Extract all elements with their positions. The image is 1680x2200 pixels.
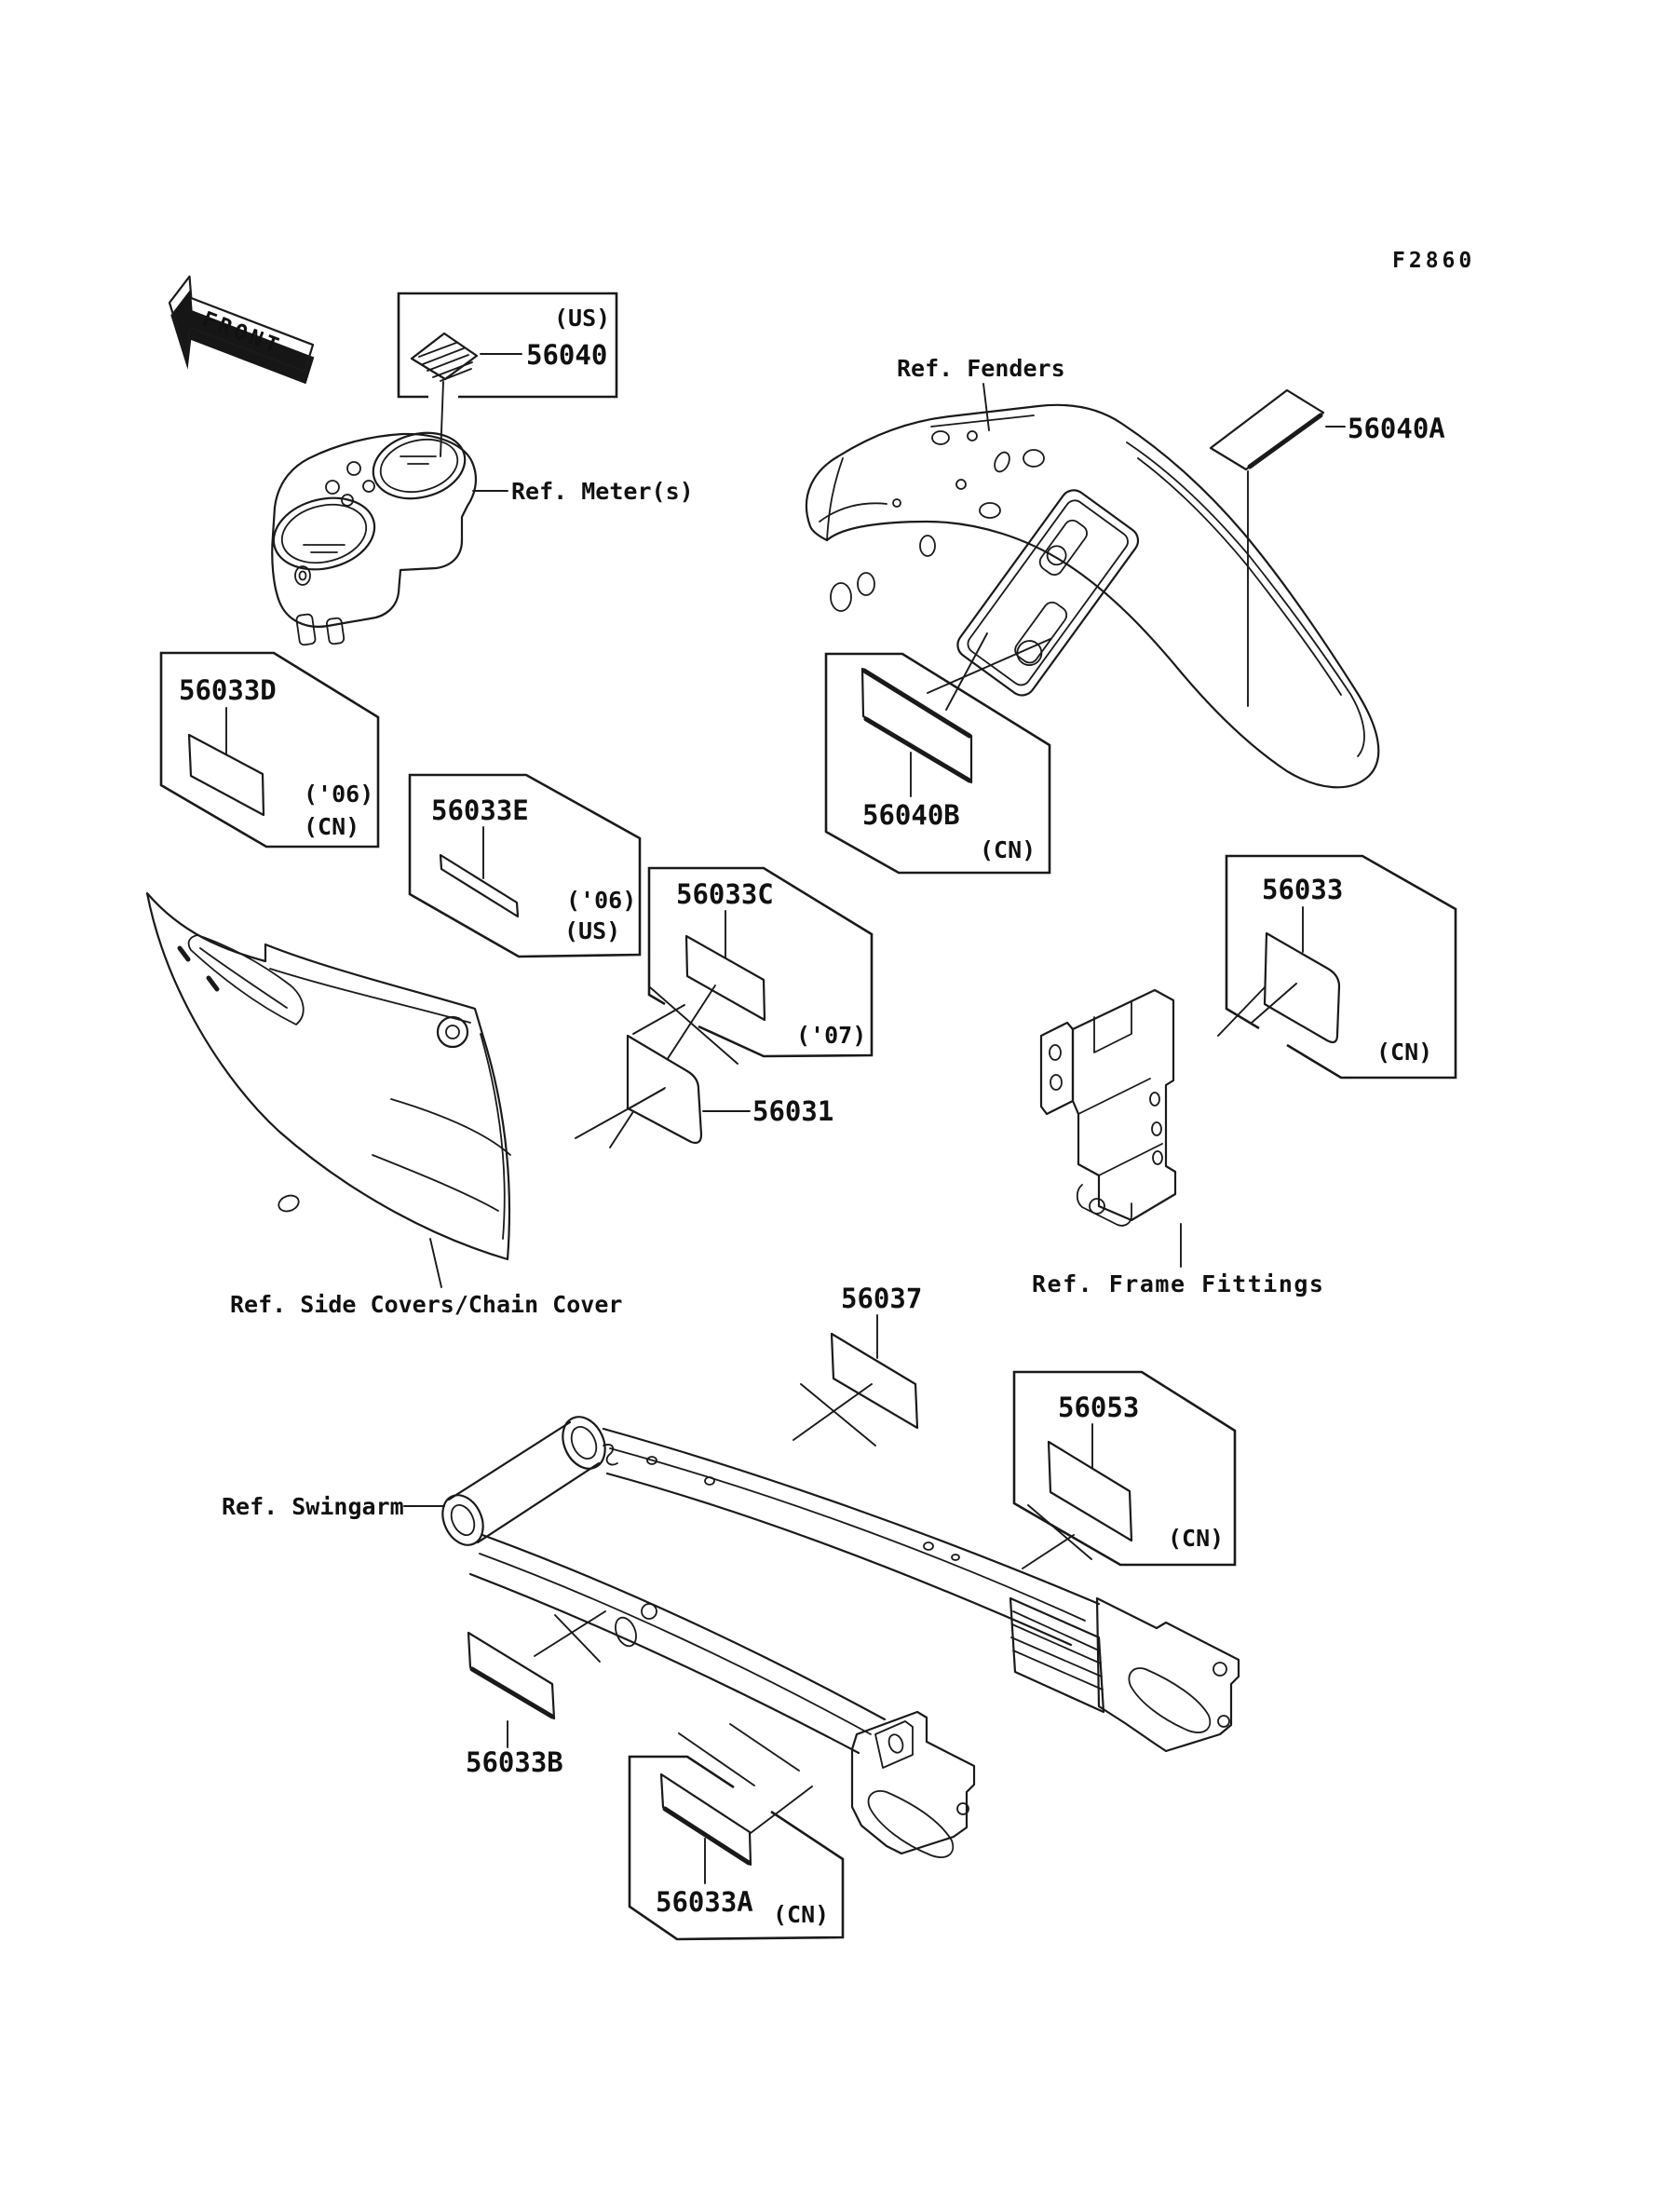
swingarm-pivot-eye-near-hole bbox=[447, 1501, 479, 1539]
bracket-hole-2 bbox=[1152, 1122, 1161, 1135]
label-sticker-56033A bbox=[661, 1774, 751, 1865]
part-number-56033: 56033 bbox=[1262, 874, 1344, 905]
fender-hole-5 bbox=[956, 480, 966, 489]
qualifier-56040-market: (US) bbox=[554, 305, 611, 332]
qualifier-56033-market: (CN) bbox=[1376, 1039, 1433, 1066]
callout-56053 bbox=[1014, 1372, 1235, 1569]
qualifier-56033E-year: ('06) bbox=[566, 887, 637, 914]
meter-side-bolt-hole bbox=[300, 572, 306, 580]
meter-mount-tab-2 bbox=[326, 618, 345, 645]
fender-hole-7 bbox=[920, 536, 935, 556]
front-arrow-shadow bbox=[155, 286, 323, 412]
meter-button-2 bbox=[347, 462, 360, 475]
label-sticker-56037 bbox=[832, 1334, 917, 1428]
swingarm-near-arm-bottom bbox=[470, 1574, 859, 1753]
swingarm-far-arm-top bbox=[603, 1429, 1099, 1604]
swingarm-near-end-tab bbox=[875, 1721, 913, 1768]
part-number-56033C: 56033C bbox=[676, 878, 774, 910]
swingarm-pivot-tube bbox=[449, 1422, 599, 1542]
ref-swingarm-label: Ref. Swingarm bbox=[222, 1493, 404, 1520]
fender-recess-slot-1 bbox=[1036, 517, 1090, 577]
fender-hole-9 bbox=[858, 573, 874, 595]
callout-56040B bbox=[826, 633, 1050, 873]
fender-rolled-edge-1 bbox=[1127, 442, 1364, 756]
part-number-56037: 56037 bbox=[841, 1283, 923, 1314]
bracket-flange-hole-1 bbox=[1050, 1045, 1061, 1060]
qualifier-56033D-year: ('06) bbox=[304, 781, 374, 808]
ref-frame-fittings-label: Ref. Frame Fittings bbox=[1032, 1270, 1325, 1297]
part-number-56040: 56040 bbox=[526, 339, 608, 371]
qualifier-56033C-year: ('07) bbox=[796, 1022, 867, 1049]
bracket-left-flange bbox=[1041, 1023, 1073, 1114]
qualifier-56033D-market: (CN) bbox=[304, 813, 360, 840]
part-number-56033E: 56033E bbox=[431, 794, 529, 826]
swingarm-tab-hole bbox=[642, 1604, 657, 1619]
swingarm-pivot-eye-far bbox=[555, 1410, 614, 1475]
fender-rolled-edge-2 bbox=[1138, 458, 1341, 695]
ref-side-covers-label: Ref. Side Covers/Chain Cover bbox=[230, 1291, 623, 1318]
reference-labels bbox=[222, 355, 1324, 1520]
part-number-56033B: 56033B bbox=[466, 1746, 563, 1778]
fender-hole-1 bbox=[932, 431, 949, 444]
fender-hole-3 bbox=[992, 450, 1012, 474]
callout-56033E bbox=[410, 775, 640, 957]
callout-56040 bbox=[399, 293, 616, 456]
callout-56033B bbox=[466, 1611, 605, 1778]
fender-recess bbox=[953, 485, 1144, 700]
part-number-56031: 56031 bbox=[752, 1095, 834, 1127]
qualifier-56033E-market: (US) bbox=[564, 917, 621, 944]
qualifier-56040B-market: (CN) bbox=[980, 836, 1036, 863]
part-number-56033D: 56033D bbox=[179, 674, 277, 706]
leader-lines-56033B-part bbox=[535, 1611, 605, 1662]
leader-line-ref-side-covers bbox=[430, 1239, 441, 1287]
leader-line-ref-fenders bbox=[983, 384, 989, 430]
swingarm-far-arm-bottom bbox=[607, 1473, 1071, 1645]
callout-56037 bbox=[793, 1283, 922, 1446]
bracket-bottom-tab-hole bbox=[1090, 1199, 1104, 1214]
leader-line-56040-part bbox=[440, 382, 443, 456]
qualifier-56033A-market: (CN) bbox=[773, 1901, 830, 1928]
side-cover-contours bbox=[373, 1099, 510, 1211]
bracket-body bbox=[1073, 990, 1175, 1220]
fender-recess-outer bbox=[953, 485, 1144, 700]
label-sticker-56040A bbox=[1211, 390, 1323, 469]
figure-code: F2860 bbox=[1392, 249, 1476, 273]
meter-button-1 bbox=[326, 481, 339, 494]
bracket-internal-edges bbox=[1078, 1001, 1162, 1175]
callout-56040A bbox=[1211, 390, 1445, 706]
side-cover-slot-inner bbox=[200, 948, 287, 1008]
swingarm-far-end-hole-1 bbox=[1213, 1663, 1226, 1676]
meter-mount-tab-1 bbox=[296, 614, 316, 645]
side-cover-illustration bbox=[147, 893, 510, 1259]
callout-56033D bbox=[161, 653, 378, 847]
part-number-56053: 56053 bbox=[1058, 1392, 1140, 1423]
ref-meter-label: Ref. Meter(s) bbox=[511, 478, 694, 505]
side-cover-grommet bbox=[438, 1017, 467, 1047]
label-sticker-56033E bbox=[440, 855, 518, 917]
leader-lines-56040B-part bbox=[928, 633, 1050, 710]
side-cover-grommet-hole bbox=[446, 1025, 459, 1039]
meter-left-gauge-inner bbox=[276, 496, 373, 571]
callout-56031 bbox=[576, 1005, 833, 1143]
fender-hole-4 bbox=[1023, 450, 1044, 467]
fender-hole-6 bbox=[980, 503, 1000, 518]
bracket-hole-1 bbox=[1150, 1093, 1159, 1106]
part-number-56033A: 56033A bbox=[656, 1886, 753, 1918]
label-sticker-56053 bbox=[1049, 1442, 1131, 1541]
ref-fenders-label: Ref. Fenders bbox=[897, 355, 1065, 382]
side-cover-hole bbox=[277, 1193, 301, 1215]
swingarm-far-end-slot bbox=[1129, 1668, 1210, 1732]
swingarm-hole-3 bbox=[924, 1542, 933, 1550]
swingarm-hole-4 bbox=[952, 1555, 959, 1560]
swingarm-near-end-slot bbox=[869, 1791, 954, 1857]
meter-button-3 bbox=[363, 481, 374, 492]
swingarm-pivot-eye-far-hole bbox=[567, 1423, 602, 1463]
front-arrow bbox=[149, 273, 327, 411]
fender-hole-2 bbox=[968, 431, 977, 441]
fender-recess-inner bbox=[964, 496, 1131, 688]
callout-56033A bbox=[630, 1724, 843, 1939]
swingarm-illustration bbox=[435, 1410, 1239, 1857]
gauge-tick-marks bbox=[304, 456, 436, 552]
swingarm-far-end-hole-2 bbox=[1218, 1716, 1229, 1727]
label-sticker-56033 bbox=[1265, 933, 1339, 1042]
swingarm-brace-ribs bbox=[1011, 1611, 1103, 1690]
meter-illustration bbox=[266, 424, 476, 645]
front-arrow-label: FRONT bbox=[198, 306, 286, 360]
fender-mount-hole bbox=[831, 583, 851, 611]
fender-hole-8 bbox=[893, 499, 901, 507]
bracket-hole-3 bbox=[1153, 1151, 1162, 1164]
swingarm-near-end-tab-hole bbox=[887, 1732, 905, 1755]
swingarm-pivot-eye-near bbox=[435, 1488, 491, 1552]
part-number-56040A: 56040A bbox=[1348, 413, 1445, 444]
part-number-56040B: 56040B bbox=[862, 799, 960, 831]
callout-56033 bbox=[1218, 856, 1456, 1078]
qualifier-56053-market: (CN) bbox=[1168, 1525, 1225, 1552]
bracket-flange-hole-2 bbox=[1050, 1075, 1062, 1090]
frame-fittings-illustration bbox=[1041, 990, 1175, 1226]
